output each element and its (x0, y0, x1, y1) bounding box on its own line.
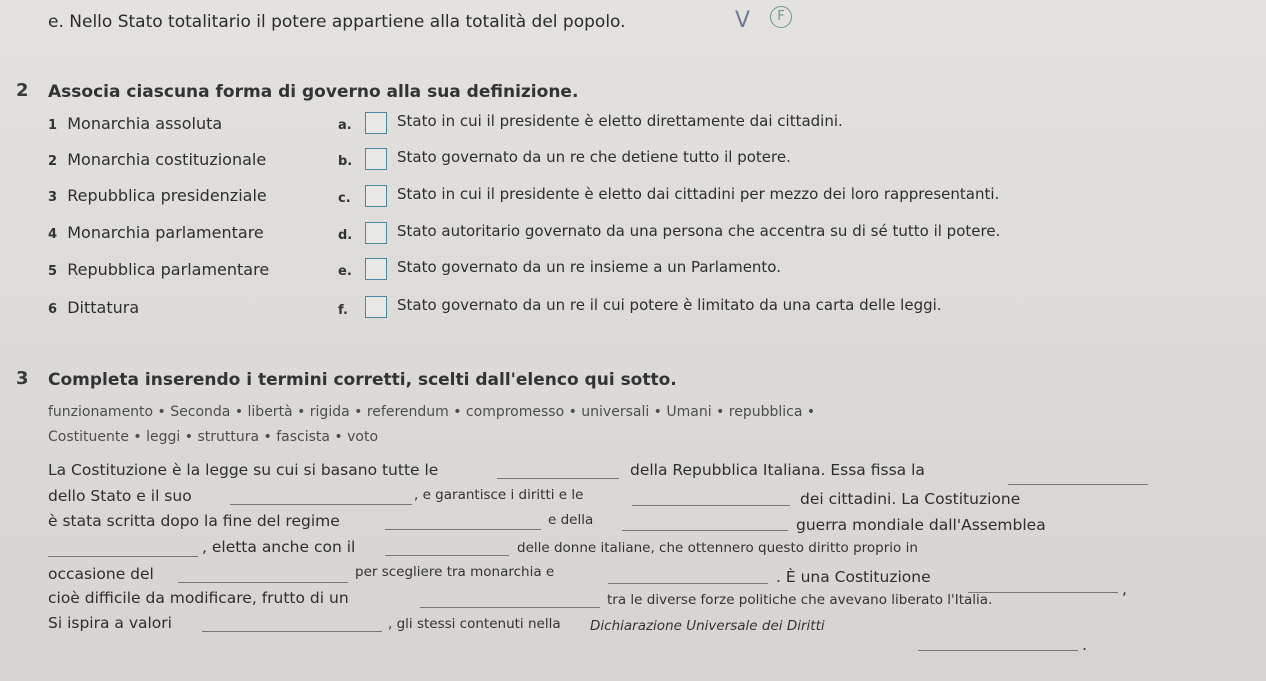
governo-item-6 (48, 298, 139, 317)
blank-10[interactable] (608, 583, 768, 584)
text-l6b: tra le diverse forze politiche che avevano liberato l'Italia. (607, 592, 993, 608)
definition-a: Stato in cui il presidente è eletto direttamente dai cittadini. (397, 112, 843, 130)
false-mark[interactable]: F (770, 6, 792, 28)
definition-c: Stato in cui il presidente è eletto dai cittadini per mezzo dei loro rappresentanti. (397, 185, 1000, 203)
definition-f: Stato governato da un re il cui potere è limitato da una carta delle leggi. (397, 296, 942, 314)
item-number: 3 (48, 190, 58, 205)
item-label: Repubblica presidenziale (67, 186, 267, 205)
blank-3[interactable] (230, 504, 412, 505)
definition-letter-d: d. (338, 228, 353, 243)
text-l5c: . È una Costituzione (776, 568, 931, 586)
item-label: Monarchia assoluta (67, 114, 223, 133)
definition-d: Stato autoritario governato da una persona che accentra su di sé tutto il potere. (397, 222, 1001, 240)
exercise-2-number: 2 (16, 80, 29, 101)
true-mark[interactable]: V (735, 8, 751, 33)
governo-item-1 (48, 114, 222, 133)
item-number: 2 (48, 154, 58, 169)
text-l2a: dello Stato e il suo (48, 487, 192, 505)
blank-2[interactable] (1008, 484, 1148, 485)
blank-6[interactable] (622, 530, 788, 531)
text-l1b: della Repubblica Italiana. Essa fissa la (630, 461, 925, 479)
text-l7a: Si ispira a valori (48, 614, 172, 632)
blank-13[interactable] (202, 631, 382, 632)
word-list-line-1: funzionamento • Seconda • libertà • rigida • referendum • compromesso • universali • Umani • repubblica • (48, 404, 816, 420)
definition-e: Stato governato da un re insieme a un Parlamento. (397, 258, 781, 276)
definition-b: Stato governato da un re che detiene tutto il potere. (397, 148, 791, 166)
exercise-2-title: Associa ciascuna forma di governo alla sua definizione. (48, 82, 579, 102)
text-l1a: La Costituzione è la legge su cui si basano tutte le (48, 461, 439, 479)
item-number: 6 (48, 302, 58, 317)
answer-box-c[interactable] (365, 185, 387, 207)
statement-e (48, 12, 626, 32)
text-l5d: , (1122, 580, 1127, 598)
item-number: 5 (48, 264, 58, 279)
text-l3a: è stata scritta dopo la fine del regime (48, 512, 340, 530)
blank-9[interactable] (178, 582, 348, 583)
statement-text: Nello Stato totalitario il potere appartiene alla totalità del popolo. (69, 12, 626, 32)
item-label: Repubblica parlamentare (67, 260, 270, 279)
definition-letter-f: f. (338, 303, 348, 318)
governo-item-3 (48, 186, 267, 205)
definition-letter-c: c. (338, 191, 351, 206)
blank-7[interactable] (48, 556, 198, 557)
item-label: Dittatura (67, 298, 140, 317)
item-number: 4 (48, 227, 58, 242)
item-label: Monarchia parlamentare (67, 223, 264, 242)
text-l4b: delle donne italiane, che ottennero questo diritto proprio in (517, 540, 918, 556)
text-l3c: guerra mondiale dall'Assemblea (796, 516, 1046, 534)
text-l2b: , e garantisce i diritti e le (414, 487, 584, 503)
answer-box-e[interactable] (365, 258, 387, 280)
governo-item-4 (48, 223, 264, 242)
text-l7c: Dichiarazione Universale dei Diritti (590, 618, 825, 634)
blank-8[interactable] (385, 555, 509, 556)
answer-box-b[interactable] (365, 148, 387, 170)
definition-letter-b: b. (338, 154, 353, 169)
item-label: Monarchia costituzionale (67, 150, 267, 169)
text-l5a: occasione del (48, 565, 154, 583)
text-l2c: dei cittadini. La Costituzione (800, 490, 1021, 508)
blank-4[interactable] (632, 505, 790, 506)
text-l6a: cioè difficile da modificare, frutto di un (48, 589, 349, 607)
exercise-3-number: 3 (16, 368, 29, 389)
definition-letter-e: e. (338, 264, 352, 279)
answer-box-a[interactable] (365, 112, 387, 134)
text-l7d: . (1082, 636, 1087, 654)
governo-item-5 (48, 260, 269, 279)
blank-5[interactable] (385, 529, 541, 530)
text-l3b: e della (548, 512, 594, 528)
blank-14[interactable] (918, 650, 1078, 651)
exercise-3-title: Completa inserendo i termini corretti, scelti dall'elenco qui sotto. (48, 370, 677, 390)
definition-letter-a: a. (338, 118, 352, 133)
statement-letter: e. (48, 12, 64, 32)
text-l7b: , gli stessi contenuti nella (388, 616, 561, 632)
word-list-line-2: Costituente • leggi • struttura • fascista • voto (48, 429, 379, 445)
text-l4a: , eletta anche con il (202, 538, 356, 556)
text-l5b: per scegliere tra monarchia e (355, 564, 555, 580)
answer-box-d[interactable] (365, 222, 387, 244)
answer-box-f[interactable] (365, 296, 387, 318)
governo-item-2 (48, 150, 266, 169)
blank-1[interactable] (497, 478, 619, 479)
blank-12[interactable] (420, 607, 600, 608)
item-number: 1 (48, 118, 58, 133)
